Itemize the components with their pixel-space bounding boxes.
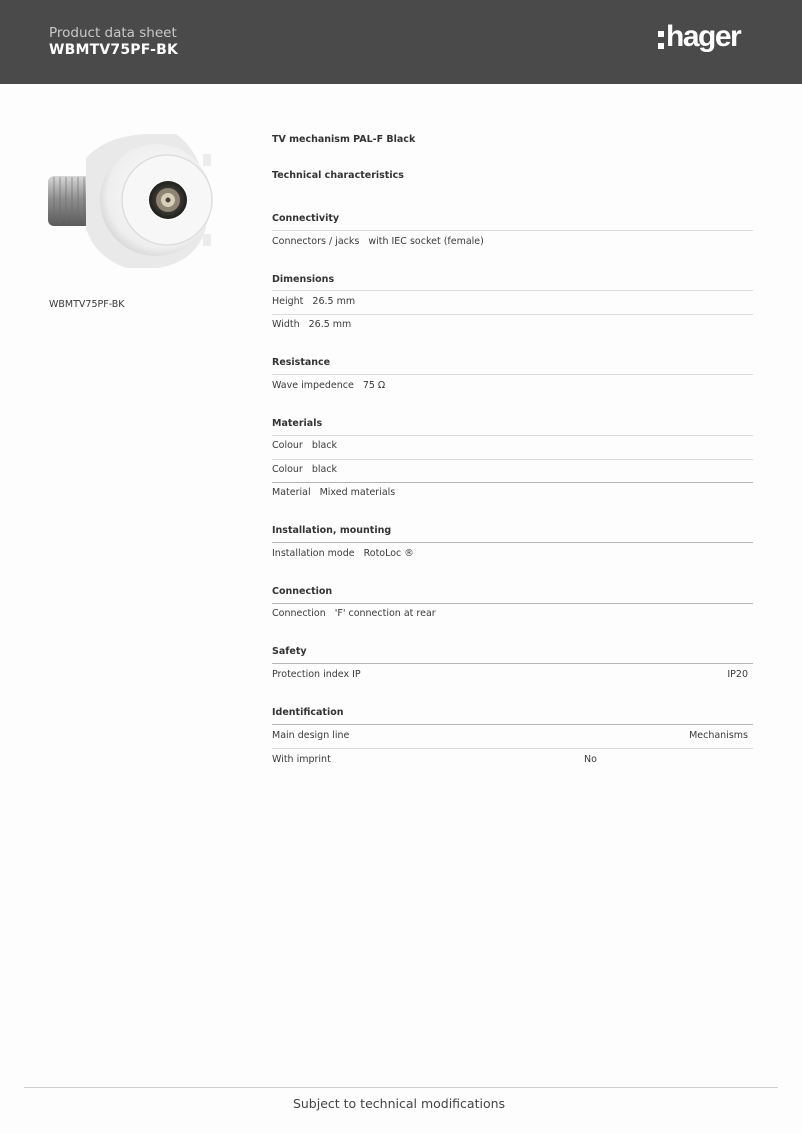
- footer-note: Subject to technical modifications: [292, 1096, 506, 1111]
- spec-value: black: [311, 464, 338, 475]
- divider: [272, 542, 753, 543]
- divider: [272, 230, 753, 231]
- section-title-connection: Connection: [272, 586, 333, 597]
- spec-value: 26.5 mm: [308, 319, 352, 330]
- spec-value: Mixed materials: [319, 487, 396, 498]
- spec-row: [272, 236, 753, 247]
- spec-row: [272, 487, 753, 498]
- spec-key: Width: [272, 319, 300, 330]
- spec-row: [272, 319, 753, 330]
- header-product-code: WBMTV75PF-BK: [49, 42, 179, 58]
- section-title-installation-mounting: Installation, mounting: [272, 525, 392, 536]
- page-header: [0, 0, 802, 84]
- divider: [272, 374, 753, 375]
- section-title-materials: Materials: [272, 418, 323, 429]
- footer-divider: [24, 1087, 778, 1088]
- spec-row: [272, 296, 753, 307]
- spec-value: 'F' connection at rear: [334, 608, 436, 619]
- logo-dots-icon: [658, 31, 664, 49]
- spec-row: [272, 730, 753, 741]
- section-title-connectivity: Connectivity: [272, 213, 340, 224]
- logo-wordmark: hager: [666, 20, 741, 53]
- spec-key: Main design line: [272, 730, 350, 741]
- section-title-identification: Identification: [272, 707, 344, 718]
- divider: [272, 459, 753, 460]
- spec-value: black: [311, 440, 338, 451]
- section-title-safety: Safety: [272, 646, 307, 657]
- spec-key: Colour: [272, 440, 303, 451]
- spec-row: [272, 380, 753, 391]
- section-title-resistance: Resistance: [272, 357, 331, 368]
- section-title-dimensions: Dimensions: [272, 274, 335, 285]
- spec-row: [272, 464, 753, 475]
- spec-row: [272, 754, 753, 765]
- divider: [272, 314, 753, 315]
- spec-key: Material: [272, 487, 311, 498]
- tv-socket-mechanism-image: [46, 128, 214, 272]
- divider: [272, 724, 753, 725]
- spec-value: 75 Ω: [362, 380, 386, 391]
- spec-key: Connection: [272, 608, 326, 619]
- divider: [272, 290, 753, 291]
- spec-value: with IEC socket (female): [368, 236, 484, 247]
- spec-value: RotoLoc ®: [363, 548, 414, 559]
- divider: [272, 663, 753, 664]
- spec-value: Mechanisms: [689, 730, 748, 741]
- spec-key: Height: [272, 296, 304, 307]
- spec-key: Connectors / jacks: [272, 236, 360, 247]
- divider: [272, 482, 753, 483]
- sheet-label: Product data sheet: [49, 25, 177, 41]
- spec-key: Protection index IP: [272, 669, 361, 680]
- spec-row: [272, 669, 753, 680]
- spec-row: [272, 548, 753, 559]
- divider: [272, 435, 753, 436]
- spec-value: 26.5 mm: [312, 296, 356, 307]
- spec-value: No: [584, 754, 597, 765]
- technical-characteristics-heading: Technical characteristics: [272, 170, 404, 181]
- product-title: TV mechanism PAL-F Black: [272, 134, 416, 145]
- spec-row: [272, 440, 753, 451]
- divider: [272, 603, 753, 604]
- divider: [272, 748, 753, 749]
- spec-key: Installation mode: [272, 548, 355, 559]
- spec-key: Wave impedence: [272, 380, 354, 391]
- spec-value: IP20: [727, 669, 748, 680]
- spec-row: [272, 608, 753, 619]
- spec-key: With imprint: [272, 754, 331, 765]
- spec-key: Colour: [272, 464, 303, 475]
- product-image-caption: WBMTV75PF-BK: [49, 299, 125, 310]
